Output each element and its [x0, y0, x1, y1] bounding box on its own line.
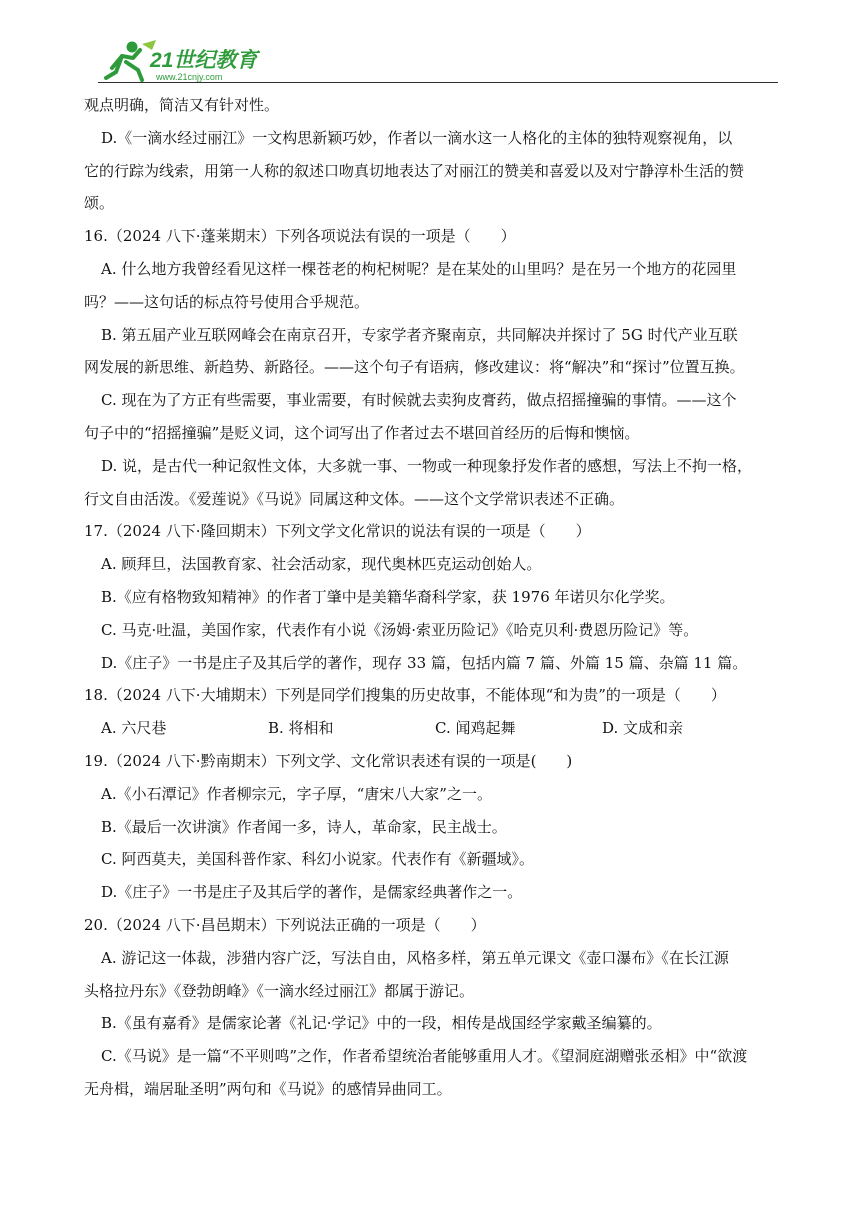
text-line: B.《应有格物致知精神》的作者丁肇中是美籍华裔科学家，获 1976 年诺贝尔化学奖。 [101, 587, 675, 606]
text-line: A. 什么地方我曾经看见这样一棵苍老的枸杞树呢？是在某处的山里吗？是在另一个地方的花园里 [101, 259, 737, 278]
question-17-stem: 17.（2024 八下·隆回期末）下列文学文化常识的说法有误的一项是（ ） [84, 522, 591, 541]
runner-icon [106, 40, 156, 80]
text-line: 头格拉丹东》《登勃朗峰》《一滴水经过丽江》都属于游记。 [84, 981, 475, 1000]
question-19-stem: 19.（2024 八下·黔南期末）下列文学、文化常识表述有误的一项是( ) [84, 751, 573, 770]
text-line: C. 马克·吐温，美国作家，代表作有小说《汤姆·索亚历险记》《哈克贝利·费恩历险记》等。 [101, 620, 699, 639]
option-b: B. 将相和 [268, 719, 334, 738]
text-line: A. 顾拜旦，法国教育家、社会活动家，现代奥林匹克运动创始人。 [101, 555, 542, 574]
page-header [98, 38, 778, 86]
text-line: B.《虽有嘉肴》是儒家论著《礼记·学记》中的一段，相传是战国经学家戴圣编纂的。 [101, 1014, 662, 1033]
logo [98, 38, 278, 84]
text-line: 颂。 [84, 194, 115, 213]
question-18-stem: 18.（2024 八下·大埔期末）下列是同学们搜集的历史故事，不能体现“和为贵”的一项是（ ） [84, 686, 726, 705]
question-16-stem: 16.（2024 八下·蓬莱期末）下列各项说法有误的一项是（ ） [84, 227, 516, 246]
text-line: D. 说，是古代一种记叙性文体，大多就一事、一物或一种现象抒发作者的感想，写法上不拘一格， [101, 456, 753, 475]
text-line: B. 第五届产业互联网峰会在南京召开，专家学者齐聚南京，共同解决并探讨了 5G 时代产业互联 [101, 325, 738, 344]
text-line: 它的行踪为线索，用第一人称的叙述口吻真切地表达了对丽江的赞美和喜爱以及对宁静淳朴生活的赞 [84, 161, 745, 180]
text-line: C.《马说》是一篇“不平则鸣”之作，作者希望统治者能够重用人才。《望洞庭湖赠张丞相》中“欲渡 [101, 1047, 748, 1066]
text-line: D.《庄子》一书是庄子及其后学的著作，是儒家经典著作之一。 [101, 883, 523, 902]
text-line: D.《一滴水经过丽江》一文构思新颖巧妙，作者以一滴水这一人格化的主体的独特观察视角，以 [101, 128, 733, 147]
text-line: 观点明确，简洁又有针对性。 [84, 96, 280, 114]
text-line: 行文自由活泼。《爱莲说》《马说》同属这种文体。——这个文学常识表述不正确。 [84, 489, 625, 508]
question-20-stem: 20.（2024 八下·昌邑期末）下列说法正确的一项是（ ） [84, 915, 486, 934]
question-18-options [84, 712, 780, 745]
option-d: D. 文成和亲 [602, 719, 684, 738]
option-c: C. 闻鸡起舞 [435, 719, 516, 738]
text-line: B.《最后一次讲演》作者闻一多，诗人，革命家，民主战士。 [101, 817, 507, 836]
text-line: A.《小石潭记》作者柳宗元，字子厚，“唐宋八大家”之一。 [101, 784, 492, 803]
text-line: C. 现在为了方正有些需要，事业需要，有时候就去卖狗皮膏药，做点招摇撞骗的事情。——这个 [101, 391, 737, 410]
option-a: A. 六尺巷 [101, 719, 167, 738]
text-line: D.《庄子》一书是庄子及其后学的著作，现存 33 篇，包括内篇 7 篇、外篇 15 篇、杂篇 11 篇。 [101, 653, 748, 672]
logo-text: 21世纪教育 [150, 49, 258, 72]
question-content [84, 89, 780, 1106]
text-line: 网发展的新思维、新趋势、新路径。——这个句子有语病，修改建议：将“解决”和“探讨”位置互换。 [84, 358, 745, 377]
header-rule [98, 82, 778, 83]
text-line: A. 游记这一体裁，涉猎内容广泛，写法自由，风格多样，第五单元课文《壶口瀑布》《在长江源 [101, 948, 729, 967]
text-line: 无舟楫，端居耻圣明”两句和《马说》的感情异曲同工。 [84, 1079, 452, 1098]
text-line: C. 阿西莫夫，美国科普作家、科幻小说家。代表作有《新疆域》。 [101, 850, 534, 869]
logo-url: www.21cnjy.com [156, 72, 223, 82]
text-line: 句子中的“招摇撞骗”是贬义词，这个词写出了作者过去不堪回首经历的后悔和懊恼。 [84, 423, 640, 442]
text-line: 吗？——这句话的标点符号使用合乎规范。 [84, 292, 370, 311]
